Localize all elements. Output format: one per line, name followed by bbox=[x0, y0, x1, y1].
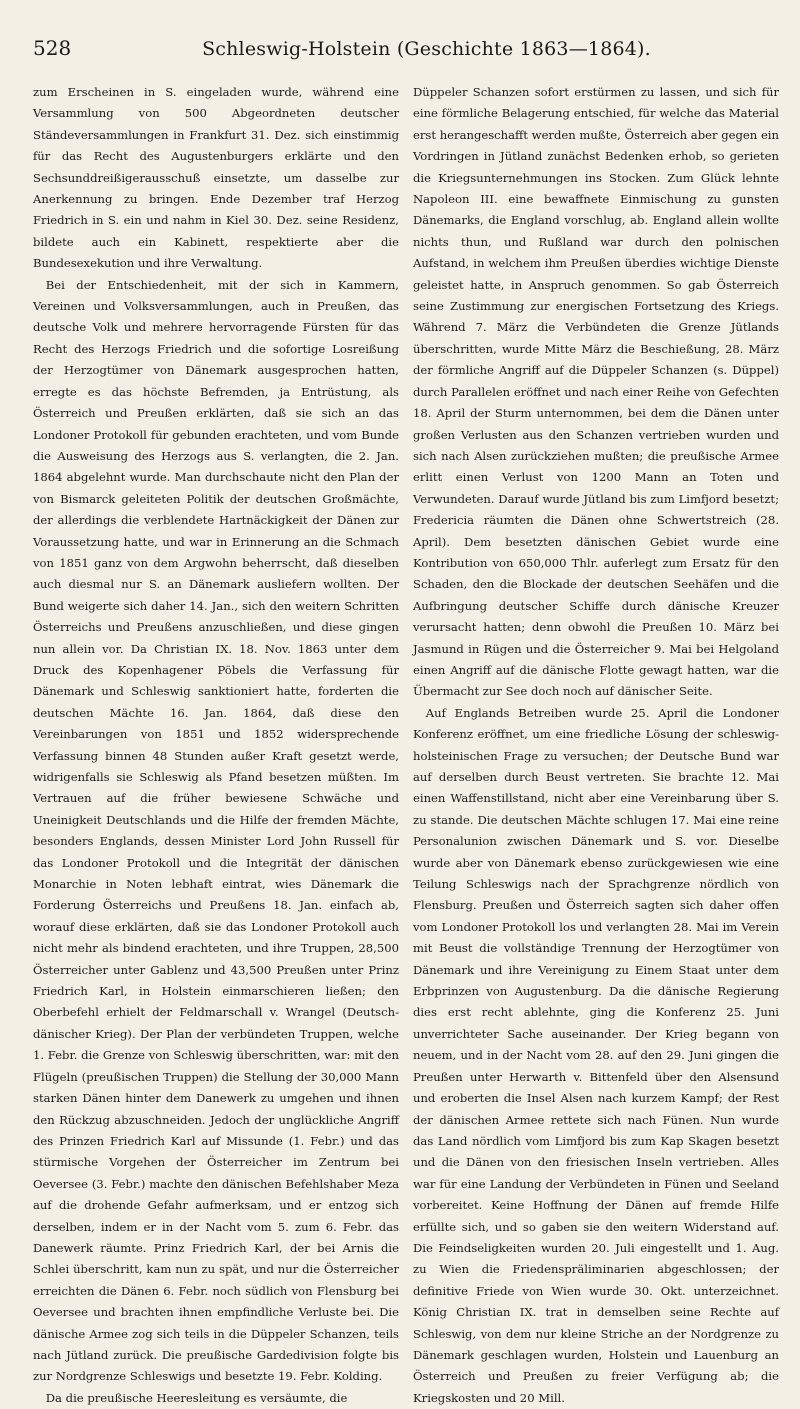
paragraph: zum Erscheinen in S. eingeladen wurde, während eine Versammlung von 500 Abgeordneten deutscher Ständeversammlungen in Frankfurt 31. Dez. sich einstimmig für das Recht des Augustenburgers erklärte und den Sechsunddreißigerausschuß einsetzte, um dasselbe zur Anerkennung zu bringen. Ende Dezember traf Herzog Friedrich in S. ein und nahm in Kiel 30. Dez. seine Residenz, bildete auch ein Kabinett, respektierte aber die Bundesexekution und ihre Verwaltung. bbox=[33, 85, 399, 271]
page-header bbox=[33, 36, 780, 66]
paragraph: Auf Englands Betreiben wurde 25. April die Londoner Konferenz eröffnet, um eine friedliche Lösung der schleswig-holsteinischen Frage zu versuchen; der Deutsche Bund war auf derselben durch Beust vertreten. Sie brachte 12. Mai einen Waffenstillstand, nicht aber eine Vereinbarung über S. zu stande. Die deutschen Mächte schlugen 17. Mai eine reine Personalunion zwischen Dänemark und S. vor. Dieselbe wurde aber von Dänemark ebenso zurückgewiesen wie eine Teilung Schleswigs nach der Sprachgrenze nördlich von Flensburg. Preußen und Österreich sagten sich daher offen vom Londoner Protokoll los und verlangten 28. Mai im Verein mit Beust die vollständige Trennung der Herzogtümer von Dänemark und ihre Vereinigung zu Einem Staat unter dem Erbprinzen von Augustenburg. Da die dänische Regierung dies erst recht ablehnte, ging die Konferenz 25. Juni unverrichteter Sache auseinander. Der Krieg begann von neuem, und in der Nacht vom 28. auf den 29. Juni gingen die Preußen unter Herwarth v. Bittenfeld über den Alsensund und eroberten die Insel Alsen nach kurzem Kampf; der Rest der dänischen Armee rettete sich nach Fünen. Nun wurde das Land nördlich vom Limfjord bis zum Kap Skagen besetzt und die Dänen von den friesischen Inseln vertrieben. Alles war für eine Landung der Verbündeten in Fünen und Seeland vorbereitet. Keine Hoffnung der Dänen auf fremde Hilfe erfüllte sich, und so gaben sie den weitern Widerstand auf. Die Feindseligkeiten wurden 20. Juli eingestellt und 1. Aug. zu Wien die Friedenspräliminarien abgeschlossen; der definitive Friede von Wien wurde 30. Okt. unterzeichnet. König Christian IX. trat in demselben seine Rechte auf Schleswig, von dem nur kleine Striche an der Nordgrenze zu Dänemark geschlagen wurden, Holstein und Lauenburg an Österreich und Preußen zu freier Verfügung ab; die Kriegskosten und 20 Mill. bbox=[413, 705, 779, 1405]
left-column bbox=[33, 82, 399, 1409]
paragraph: Düppeler Schanzen sofort erstürmen zu lassen, und sich für eine förmliche Belagerung entschied, für welche das Material erst herangeschafft werden mußte, Österreich aber gegen ein Vordringen in Jütland zunächst Bedenken erhob, so gerieten die Kriegsunternehmungen ins Stocken. Zum Glück lehnte Napoleon III. eine bewaffnete Einmischung zu gunsten Dänemarks, die England vorschlug, ab. England allein wollte nichts thun, und Rußland war durch den polnischen Aufstand, in welchem ihm Preußen überdies wichtige Dienste geleistet hatte, in Anspruch genommen. So gab Österreich seine Zustimmung zur energischen Fortsetzung des Kriegs. Während 7. März die Verbündeten die Grenze Jütlands überschritten, wurde Mitte März die Beschießung, 28. März der förmliche Angriff auf die Düppeler Schanzen (s. Düppel) durch Parallelen eröffnet und nach einer Reihe von Gefechten 18. April der Sturm unternommen, bei dem die Dänen unter großen Verlusten aus den Schanzen vertrieben wurden und sich nach Alsen zurückziehen mußten; die preußische Armee erlitt einen Verlust von 1200 Mann an Toten und Verwundeten. Darauf wurde Jütland bis zum Limfjord besetzt; Fredericia räumten die Dänen ohne Schwertstreich (28. April). Dem besetzten dänischen Gebiet wurde eine Kontribution von 650,000 Thlr. auferlegt zum Ersatz für den Schaden, den die Blockade der deutschen Seehäfen und die Aufbringung deutscher Schiffe durch dänische Kreuzer verursacht hatten; denn obwohl die Preußen 10. März bei Jasmund in Rügen und die Österreicher 9. Mai bei Helgoland einen Angriff auf die dänische Flotte gewagt hatten, war die Übermacht zur See doch noch auf dänischer Seite. bbox=[413, 85, 779, 699]
paragraph: Da die preußische Heeresleitung es versäumte, die bbox=[45, 1390, 348, 1405]
right-column bbox=[413, 82, 779, 1409]
running-title: Schleswig-Holstein (Geschichte 1863—1864). bbox=[202, 38, 651, 60]
paragraph: Bei der Entschiedenheit, mit der sich in Kammern, Vereinen und Volksversammlungen, auch in Preußen, das deutsche Volk und mehrere hervorragende Fürsten für das Recht des Herzogs Friedrich und die sofortige Losreißung der Herzogtümer von Dänemark ausgesprochen hatten, erregte es das höchste Befremden, ja Entrüstung, als Österreich und Preußen erklärten, daß sie sich an das Londoner Protokoll für gebunden erachteten, und vom Bunde die Ausweisung des Herzogs aus S. verlangten, die 2. Jan. 1864 abgelehnt wurde. Man durchschaute nicht den Plan der von Bismarck geleiteten Politik der deutschen Großmächte, der allerdings die verblendete Hartnäckigkeit der Dänen zur Voraussetzung hatte, und war in Erinnerung an die Schmach von 1851 ganz von dem Argwohn beherrscht, daß dieselben auch diesmal nur S. an Dänemark ausliefern wollten. Der Bund weigerte sich daher 14. Jan., sich den weitern Schritten Österreichs und Preußens anzuschließen, und diese gingen nun allein vor. Da Christian IX. 18. Nov. 1863 unter dem Druck des Kopenhagener Pöbels die Verfassung für Dänemark und Schleswig sanktioniert hatte, forderten die deutschen Mächte 16. Jan. 1864, daß diese den Vereinbarungen von 1851 und 1852 widersprechende Verfassung binnen 48 Stunden außer Kraft gesetzt werde, widrigenfalls sie Schleswig als Pfand besetzen müßten. Im Vertrauen auf die früher bewiesene Schwäche und Uneinigkeit Deutschlands und die Hilfe der fremden Mächte, besonders Englands, dessen Minister Lord John Russell für das Londoner Protokoll und die Integrität der dänischen Monarchie in Noten lebhaft eintrat, wies Dänemark die Forderung Österreichs und Preußens 18. Jan. einfach ab, worauf diese erklärten, daß sie das Londoner Protokoll auch nicht mehr als bindend erachteten, und ihre Truppen, 28,500 Österreicher unter Gablenz und 43,500 Preußen unter Prinz Friedrich Karl, in Holstein einmarschieren ließen; den Oberbefehl erhielt der Feldmarschall v. Wrangel (Deutsch-dänischer Krieg). Der Plan der verbündeten Truppen, welche 1. Febr. die Grenze von Schleswig überschritten, war: mit den Flügeln (preußischen Truppen) die Stellung der 30,000 Mann starken Dänen hinter dem Danewerk zu umgehen und ihnen den Rückzug abzuschneiden. Jedoch der unglückliche Angriff des Prinzen Friedrich Karl auf Missunde (1. Febr.) und das stürmische Vorgehen der Österreicher im Zentrum bei Oeversee (3. Febr.) machte den dänischen Befehlshaber Meza auf die drohende Gefahr aufmerksam, und er entzog sich derselben, indem er in der Nacht vom 5. zum 6. Febr. das Danewerk räumte. Prinz Friedrich Karl, der bei Arnis die Schlei überschritt, kam nun zu spät, und nur die Österreicher erreichten die Dänen 6. Febr. noch südlich von Flensburg bei Oeversee und brachten ihnen empfindliche Verluste bei. Die dänische Armee zog sich teils in die Düppeler Schanzen, teils nach Jütland zurück. Die preußische Gardedivision folgte bis zur Nordgrenze Schleswigs und besetzte 19. Febr. Kolding. bbox=[33, 277, 399, 1384]
text-columns bbox=[33, 82, 780, 1409]
page-number: 528 bbox=[33, 36, 72, 60]
